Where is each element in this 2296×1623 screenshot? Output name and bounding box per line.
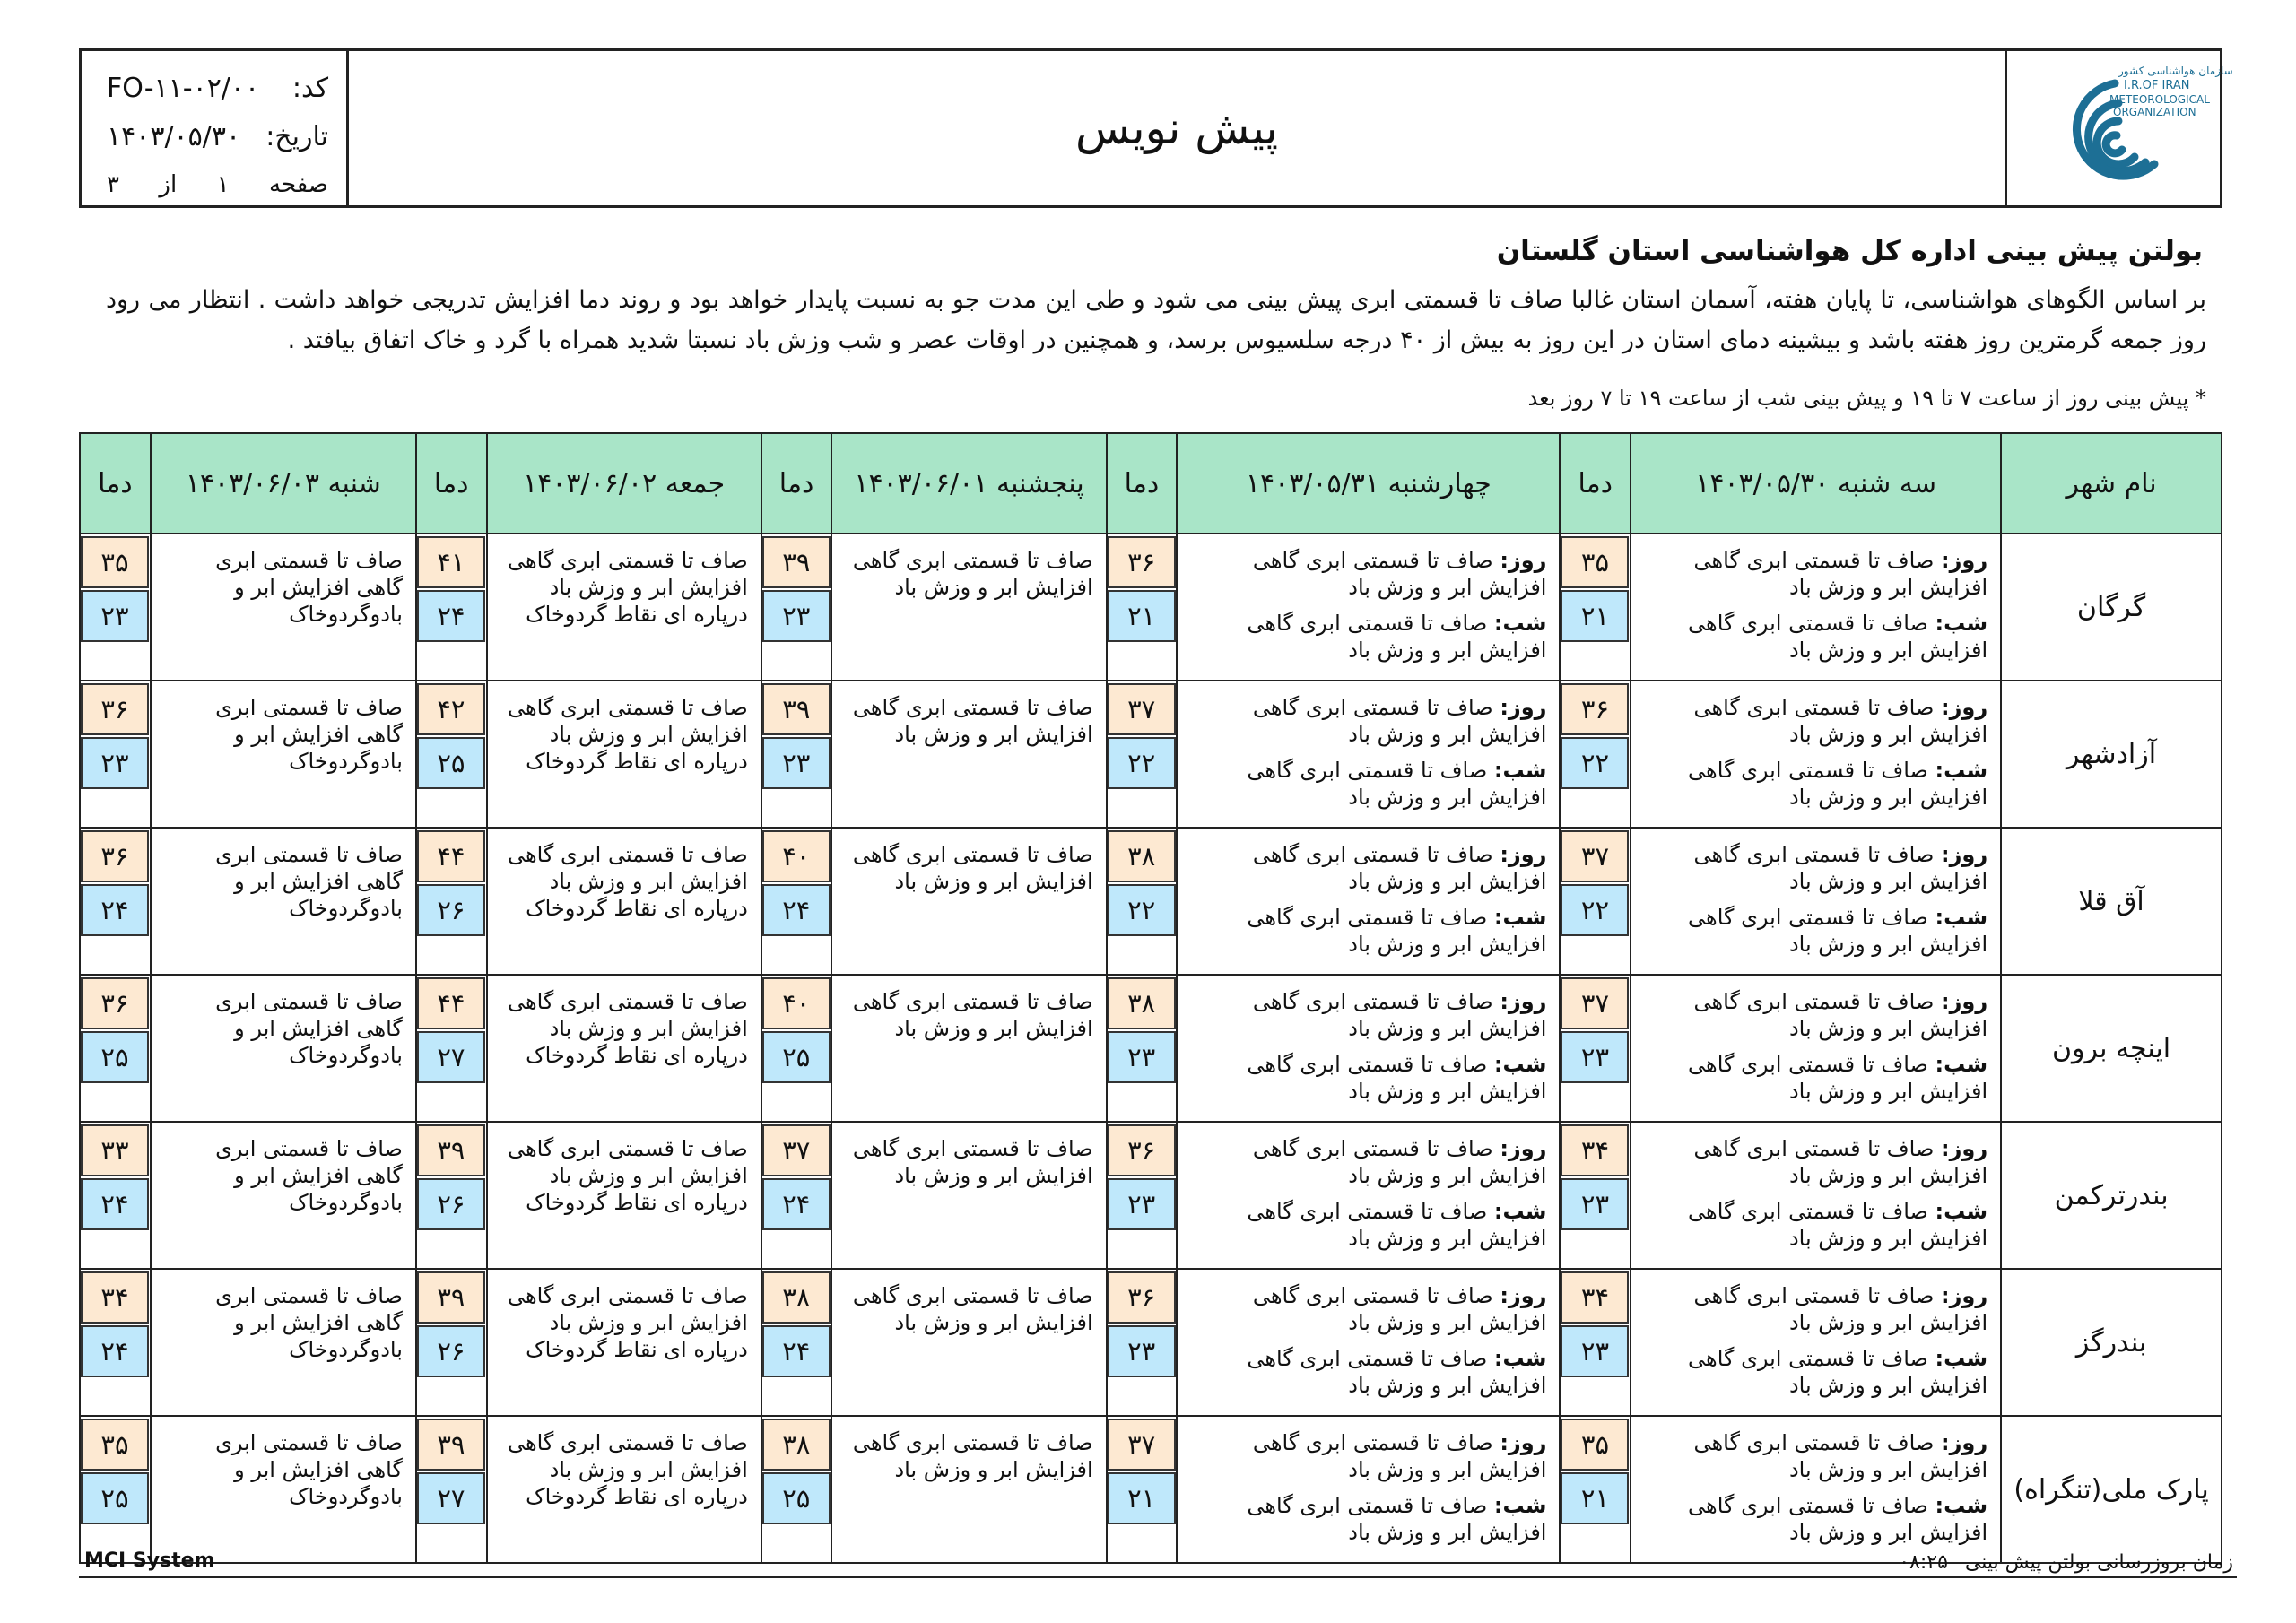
day-label: روز:	[1500, 842, 1547, 867]
day-forecast-text: صاف تا قسمتی ابری گاهی افزایش ابر و وزش باد	[1252, 842, 1547, 894]
forecast-note: * پیش بینی روز از ساعت ۷ تا ۱۹ و پیش بینی شب از ساعت ۱۹ تا ۷ روز بعد	[1527, 386, 2206, 411]
min-temperature: ۲۵	[81, 1031, 149, 1083]
day-header-4: جمعه ۱۴۰۳/۰۶/۰۲	[487, 433, 761, 534]
night-label: شب:	[1493, 1493, 1547, 1518]
max-temperature: ۳۹	[417, 1271, 485, 1324]
night-label: شب:	[1935, 1493, 1988, 1518]
temperature-cell	[1107, 828, 1178, 975]
temperature-cell	[416, 975, 487, 1122]
day-forecast-text: صاف تا قسمتی ابری گاهی افزایش ابر و وزش باد	[1693, 1283, 1988, 1335]
min-temperature: ۲۳	[762, 737, 831, 789]
day-label: روز:	[1941, 1430, 1988, 1455]
forecast-description	[1631, 828, 2001, 975]
bulletin-title: بولتن پیش بینی اداره کل هواشناسی استان گلستان	[1496, 235, 2203, 267]
min-temperature: ۲۱	[1561, 1472, 1629, 1524]
day-label: روز:	[1941, 548, 1988, 573]
day-forecast-text: صاف تا قسمتی ابری گاهی افزایش ابر و وزش باد	[1252, 1136, 1547, 1188]
temperature-cell	[761, 534, 832, 681]
night-forecast-text: صاف تا قسمتی ابری گاهی افزایش ابر و وزش باد	[1247, 1346, 1547, 1398]
max-temperature: ۳۸	[1108, 977, 1176, 1029]
forecast-text: صاف تا قسمتی ابری گاهی افزایش ابر و وزش باد	[852, 1430, 1093, 1482]
forecast-description	[151, 975, 416, 1122]
max-temperature: ۳۷	[1561, 977, 1629, 1029]
forecast-description	[831, 534, 1106, 681]
forecast-text: صاف تا قسمتی ابری گاهی افزایش ابر و وزش باد درپاره ای نقاط گردوخاک	[507, 1430, 748, 1509]
temperature-cell	[80, 828, 151, 975]
day-forecast	[1190, 694, 1546, 757]
day-label: روز:	[1500, 989, 1547, 1014]
max-temperature: ۴۴	[417, 830, 485, 882]
day-forecast-text: صاف تا قسمتی ابری گاهی افزایش ابر و وزش باد	[1693, 695, 1988, 747]
forecast-description	[1177, 828, 1560, 975]
table-row	[80, 1269, 2222, 1416]
day-label: روز:	[1500, 1136, 1547, 1161]
day-label: روز:	[1500, 695, 1547, 720]
night-label: شب:	[1935, 1199, 1988, 1224]
day-forecast	[1644, 694, 1987, 757]
temp-header-2: دما	[1107, 433, 1178, 534]
forecast-description	[151, 1269, 416, 1416]
temperature-cell	[1560, 975, 1631, 1122]
day-label: روز:	[1941, 989, 1988, 1014]
temperature-cell	[1560, 1416, 1631, 1563]
max-temperature: ۳۳	[81, 1124, 149, 1176]
page-label: صفحه	[269, 171, 328, 198]
forecast-description	[831, 1269, 1106, 1416]
night-label: شب:	[1935, 905, 1988, 930]
day-forecast-text: صاف تا قسمتی ابری گاهی افزایش ابر و وزش باد	[1252, 1283, 1547, 1335]
temperature-cell	[416, 681, 487, 828]
day-forecast	[1644, 1282, 1987, 1345]
forecast-table	[79, 432, 2222, 1564]
temperature-cell	[761, 681, 832, 828]
temperature-cell	[416, 1122, 487, 1269]
temperature-cell	[1560, 1122, 1631, 1269]
forecast-description	[1177, 534, 1560, 681]
temperature-cell	[416, 828, 487, 975]
min-temperature: ۲۴	[81, 1178, 149, 1230]
forecast-description	[151, 681, 416, 828]
min-temperature: ۲۳	[1561, 1031, 1629, 1083]
night-forecast-text: صاف تا قسمتی ابری گاهی افزایش ابر و وزش باد	[1247, 758, 1547, 810]
temperature-cell	[80, 975, 151, 1122]
forecast-text: صاف تا قسمتی ابری گاهی افزایش ابر و وزش باد درپاره ای نقاط گردوخاک	[507, 1283, 748, 1362]
forecast-text: صاف تا قسمتی ابری گاهی افزایش ابر و وزش باد درپاره ای نقاط گردوخاک	[507, 1136, 748, 1215]
min-temperature: ۲۷	[417, 1031, 485, 1083]
logo-text-fa: سازمان هواشناسی کشور	[2118, 65, 2233, 77]
max-temperature: ۳۸	[762, 1419, 831, 1471]
min-temperature: ۲۲	[1561, 737, 1629, 789]
temperature-cell	[761, 1416, 832, 1563]
footer-update-value: ۰۸:۲۵	[1899, 1551, 1948, 1574]
day-forecast-text: صاف تا قسمتی ابری گاهی افزایش ابر و وزش باد	[1252, 548, 1547, 600]
temperature-cell	[1107, 1416, 1178, 1563]
logo-text-3: ORGANIZATION	[2112, 106, 2196, 118]
min-temperature: ۲۲	[1108, 737, 1176, 789]
max-temperature: ۴۲	[417, 683, 485, 735]
min-temperature: ۲۵	[417, 737, 485, 789]
day-forecast	[1190, 1135, 1546, 1198]
min-temperature: ۲۳	[1108, 1325, 1176, 1377]
min-temperature: ۲۵	[762, 1031, 831, 1083]
forecast-description	[151, 1122, 416, 1269]
forecast-description	[487, 975, 761, 1122]
forecast-description	[1631, 1269, 2001, 1416]
max-temperature: ۴۰	[762, 977, 831, 1029]
night-forecast	[1190, 1492, 1546, 1555]
night-forecast	[1644, 610, 1987, 673]
night-forecast	[1190, 1198, 1546, 1261]
city-name: اینچه برون	[2001, 975, 2222, 1122]
max-temperature: ۳۵	[81, 1419, 149, 1471]
night-forecast	[1190, 610, 1546, 673]
min-temperature: ۲۴	[762, 884, 831, 936]
night-forecast-text: صاف تا قسمتی ابری گاهی افزایش ابر و وزش باد	[1688, 611, 1988, 663]
table-row	[80, 828, 2222, 975]
min-temperature: ۲۳	[762, 590, 831, 642]
min-temperature: ۲۳	[1108, 1031, 1176, 1083]
forecast-description	[151, 828, 416, 975]
min-temperature: ۲۳	[81, 590, 149, 642]
temperature-cell	[1107, 681, 1178, 828]
min-temperature: ۲۲	[1561, 884, 1629, 936]
city-name: بندرگز	[2001, 1269, 2222, 1416]
max-temperature: ۳۶	[1108, 1271, 1176, 1324]
forecast-description	[831, 681, 1106, 828]
min-temperature: ۲۳	[1108, 1178, 1176, 1230]
min-temperature: ۲۷	[417, 1472, 485, 1524]
forecast-description	[1177, 681, 1560, 828]
city-name: آزادشهر	[2001, 681, 2222, 828]
night-forecast-text: صاف تا قسمتی ابری گاهی افزایش ابر و وزش باد	[1247, 905, 1547, 957]
temperature-cell	[80, 534, 151, 681]
forecast-description	[1177, 1122, 1560, 1269]
forecast-description	[1631, 1122, 2001, 1269]
footer-system-name: MCI System	[84, 1549, 215, 1572]
night-label: شب:	[1935, 611, 1988, 636]
min-temperature: ۲۳	[1561, 1325, 1629, 1377]
day-forecast-text: صاف تا قسمتی ابری گاهی افزایش ابر و وزش باد	[1693, 548, 1988, 600]
temperature-cell	[416, 534, 487, 681]
forecast-text: صاف تا قسمتی ابری گاهی افزایش ابر و بادوگردوخاک	[215, 989, 403, 1068]
logo-text-1: I.R.OF IRAN	[2123, 79, 2189, 92]
temperature-cell	[1560, 534, 1631, 681]
min-temperature: ۲۴	[81, 1325, 149, 1377]
night-forecast-text: صاف تا قسمتی ابری گاهی افزایش ابر و وزش باد	[1247, 1493, 1547, 1545]
temperature-cell	[416, 1416, 487, 1563]
table-header-row	[80, 433, 2222, 534]
day-forecast-text: صاف تا قسمتی ابری گاهی افزایش ابر و وزش باد	[1252, 695, 1547, 747]
date-value: ۱۴۰۳/۰۵/۳۰	[107, 120, 241, 152]
night-forecast	[1190, 904, 1546, 967]
code-label: کد:	[291, 72, 328, 104]
min-temperature: ۲۶	[417, 1325, 485, 1377]
night-label: شب:	[1935, 758, 1988, 783]
max-temperature: ۳۸	[762, 1271, 831, 1324]
footer-update-label: زمان بروزرسانی بولتن پیش بینی	[1964, 1551, 2233, 1574]
forecast-text: صاف تا قسمتی ابری گاهی افزایش ابر و وزش باد درپاره ای نقاط گردوخاک	[507, 548, 748, 627]
day-forecast	[1190, 841, 1546, 904]
forecast-text: صاف تا قسمتی ابری گاهی افزایش ابر و بادوگردوخاک	[215, 1283, 403, 1362]
page-number: ۱	[216, 171, 230, 198]
temp-header-5: دما	[80, 433, 151, 534]
forecast-text: صاف تا قسمتی ابری گاهی افزایش ابر و بادوگردوخاک	[215, 842, 403, 921]
night-forecast-text: صاف تا قسمتی ابری گاهی افزایش ابر و وزش باد	[1688, 1346, 1988, 1398]
forecast-description	[1631, 975, 2001, 1122]
city-column-header: نام شهر	[2001, 433, 2222, 534]
page-total: ۳	[107, 171, 119, 198]
max-temperature: ۳۶	[81, 683, 149, 735]
max-temperature: ۳۴	[1561, 1271, 1629, 1324]
forecast-description	[1177, 975, 1560, 1122]
temperature-cell	[761, 975, 832, 1122]
temperature-cell	[1560, 1269, 1631, 1416]
forecast-text: صاف تا قسمتی ابری گاهی افزایش ابر و وزش باد	[852, 548, 1093, 600]
max-temperature: ۳۵	[1561, 536, 1629, 588]
forecast-text: صاف تا قسمتی ابری گاهی افزایش ابر و وزش باد	[852, 1136, 1093, 1188]
max-temperature: ۴۰	[762, 830, 831, 882]
min-temperature: ۲۴	[417, 590, 485, 642]
day-forecast	[1644, 1429, 1987, 1492]
forecast-description	[1631, 681, 2001, 828]
day-label: روز:	[1941, 1136, 1988, 1161]
min-temperature: ۲۳	[1561, 1178, 1629, 1230]
forecast-description	[831, 1416, 1106, 1563]
temperature-cell	[761, 828, 832, 975]
night-forecast-text: صاف تا قسمتی ابری گاهی افزایش ابر و وزش باد	[1247, 611, 1547, 663]
forecast-description	[1631, 534, 2001, 681]
min-temperature: ۲۵	[762, 1472, 831, 1524]
temperature-cell	[416, 1269, 487, 1416]
night-forecast-text: صاف تا قسمتی ابری گاهی افزایش ابر و وزش باد	[1688, 1052, 1988, 1104]
max-temperature: ۳۹	[417, 1419, 485, 1471]
forecast-text: صاف تا قسمتی ابری گاهی افزایش ابر و بادوگردوخاک	[215, 1136, 403, 1215]
temperature-cell	[761, 1122, 832, 1269]
min-temperature: ۲۶	[417, 1178, 485, 1230]
forecast-description	[487, 681, 761, 828]
forecast-description	[1631, 1416, 2001, 1563]
max-temperature: ۳۶	[1108, 536, 1176, 588]
temperature-cell	[1560, 681, 1631, 828]
day-forecast-text: صاف تا قسمتی ابری گاهی افزایش ابر و وزش باد	[1693, 842, 1988, 894]
day-forecast-text: صاف تا قسمتی ابری گاهی افزایش ابر و وزش باد	[1693, 989, 1988, 1041]
day-forecast	[1190, 1429, 1546, 1492]
max-temperature: ۳۶	[1561, 683, 1629, 735]
forecast-summary: بر اساس الگوهای هواشناسی، تا پایان هفته، آسمان استان غالبا صاف تا قسمتی ابری پیش بینی می شود و طی این مدت جو به نسبت پایدار خواهد بود و روند دما افزایش تدریجی خواهد داشت . انتظار می رود روز جمعه گرمترین روز هفته باشد و بیشینه دمای استان در این روز به بیش از ۴۰ درجه سلسیوس برسد، و همچنین در اوقات عصر و شب وزش باد نسبتا شدید همراه با گرد و خاک اتفاق بیافتد .	[106, 286, 2206, 354]
day-forecast	[1644, 1135, 1987, 1198]
night-label: شب:	[1935, 1052, 1988, 1077]
temperature-cell	[1107, 975, 1178, 1122]
meteorological-organization-logo	[2005, 51, 2233, 205]
night-forecast	[1644, 1198, 1987, 1261]
night-forecast	[1644, 1345, 1987, 1408]
day-header-1: سه شنبه ۱۴۰۳/۰۵/۳۰	[1631, 433, 2001, 534]
forecast-description	[1177, 1269, 1560, 1416]
night-label: شب:	[1493, 1052, 1547, 1077]
temp-header-4: دما	[416, 433, 487, 534]
forecast-description	[487, 1269, 761, 1416]
night-forecast-text: صاف تا قسمتی ابری گاهی افزایش ابر و وزش باد	[1688, 1493, 1988, 1545]
forecast-description	[487, 828, 761, 975]
min-temperature: ۲۱	[1108, 590, 1176, 642]
max-temperature: ۳۹	[762, 536, 831, 588]
day-label: روز:	[1941, 842, 1988, 867]
forecast-text: صاف تا قسمتی ابری گاهی افزایش ابر و وزش باد درپاره ای نقاط گردوخاک	[507, 989, 748, 1068]
max-temperature: ۳۶	[81, 977, 149, 1029]
night-forecast	[1644, 1492, 1987, 1555]
forecast-description	[487, 534, 761, 681]
temp-header-3: دما	[761, 433, 832, 534]
night-forecast	[1190, 1345, 1546, 1408]
forecast-description	[487, 1416, 761, 1563]
page-of: از	[159, 171, 178, 198]
page-title: پیش نویس	[1074, 102, 1279, 154]
temperature-cell	[1560, 828, 1631, 975]
table-row	[80, 1416, 2222, 1563]
max-temperature: ۳۶	[81, 830, 149, 882]
logo-text-2: METEOROLOGICAL	[2109, 93, 2210, 106]
forecast-text: صاف تا قسمتی ابری گاهی افزایش ابر و وزش باد درپاره ای نقاط گردوخاک	[507, 695, 748, 774]
max-temperature: ۳۷	[1108, 1419, 1176, 1471]
night-label: شب:	[1493, 905, 1547, 930]
night-forecast	[1644, 1051, 1987, 1114]
day-forecast	[1644, 988, 1987, 1051]
day-forecast	[1644, 841, 1987, 904]
temperature-cell	[80, 1122, 151, 1269]
city-name: بندرترکمن	[2001, 1122, 2222, 1269]
day-forecast	[1644, 547, 1987, 610]
table-row	[80, 534, 2222, 681]
day-forecast	[1190, 988, 1546, 1051]
forecast-description	[151, 1416, 416, 1563]
night-forecast	[1644, 904, 1987, 967]
min-temperature: ۲۶	[417, 884, 485, 936]
forecast-text: صاف تا قسمتی ابری گاهی افزایش ابر و وزش باد درپاره ای نقاط گردوخاک	[507, 842, 748, 921]
min-temperature: ۲۱	[1108, 1472, 1176, 1524]
day-header-3: پنجشنبه ۱۴۰۳/۰۶/۰۱	[831, 433, 1106, 534]
night-forecast	[1190, 757, 1546, 820]
day-label: روز:	[1941, 1283, 1988, 1308]
city-name: گرگان	[2001, 534, 2222, 681]
night-forecast-text: صاف تا قسمتی ابری گاهی افزایش ابر و وزش باد	[1247, 1052, 1547, 1104]
max-temperature: ۳۸	[1108, 830, 1176, 882]
day-label: روز:	[1941, 695, 1988, 720]
night-label: شب:	[1493, 1346, 1547, 1371]
night-forecast-text: صاف تا قسمتی ابری گاهی افزایش ابر و وزش باد	[1247, 1199, 1547, 1251]
table-row	[80, 681, 2222, 828]
min-temperature: ۲۴	[762, 1325, 831, 1377]
max-temperature: ۳۵	[1561, 1419, 1629, 1471]
forecast-text: صاف تا قسمتی ابری گاهی افزایش ابر و بادوگردوخاک	[215, 695, 403, 774]
max-temperature: ۳۴	[1561, 1124, 1629, 1176]
night-forecast-text: صاف تا قسمتی ابری گاهی افزایش ابر و وزش باد	[1688, 905, 1988, 957]
min-temperature: ۲۲	[1108, 884, 1176, 936]
forecast-text: صاف تا قسمتی ابری گاهی افزایش ابر و بادوگردوخاک	[215, 1430, 403, 1509]
day-header-2: چهارشنبه ۱۴۰۳/۰۵/۳۱	[1177, 433, 1560, 534]
temperature-cell	[1107, 534, 1178, 681]
city-name: آق قلا	[2001, 828, 2222, 975]
forecast-description	[831, 828, 1106, 975]
day-forecast	[1190, 1282, 1546, 1345]
min-temperature: ۲۱	[1561, 590, 1629, 642]
night-label: شب:	[1493, 1199, 1547, 1224]
night-forecast-text: صاف تا قسمتی ابری گاهی افزایش ابر و وزش باد	[1688, 758, 1988, 810]
day-label: روز:	[1500, 548, 1547, 573]
forecast-description	[831, 1122, 1106, 1269]
night-forecast-text: صاف تا قسمتی ابری گاهی افزایش ابر و وزش باد	[1688, 1199, 1988, 1251]
temperature-cell	[80, 1416, 151, 1563]
temperature-cell	[761, 1269, 832, 1416]
max-temperature: ۴۴	[417, 977, 485, 1029]
max-temperature: ۳۹	[417, 1124, 485, 1176]
min-temperature: ۲۳	[81, 737, 149, 789]
table-row	[80, 975, 2222, 1122]
temp-header-1: دما	[1560, 433, 1631, 534]
forecast-description	[487, 1122, 761, 1269]
max-temperature: ۴۱	[417, 536, 485, 588]
day-label: روز:	[1500, 1283, 1547, 1308]
night-label: شب:	[1493, 611, 1547, 636]
min-temperature: ۲۴	[81, 884, 149, 936]
max-temperature: ۳۶	[1108, 1124, 1176, 1176]
day-forecast-text: صاف تا قسمتی ابری گاهی افزایش ابر و وزش باد	[1252, 1430, 1547, 1482]
night-label: شب:	[1935, 1346, 1988, 1371]
min-temperature: ۲۵	[81, 1472, 149, 1524]
forecast-description	[831, 975, 1106, 1122]
day-forecast-text: صاف تا قسمتی ابری گاهی افزایش ابر و وزش باد	[1693, 1430, 1988, 1482]
document-meta	[82, 51, 349, 205]
day-header-5: شنبه ۱۴۰۳/۰۶/۰۳	[151, 433, 416, 534]
date-label: تاریخ:	[265, 120, 328, 152]
day-forecast	[1190, 547, 1546, 610]
forecast-description	[1177, 1416, 1560, 1563]
temperature-cell	[80, 681, 151, 828]
min-temperature: ۲۴	[762, 1178, 831, 1230]
forecast-text: صاف تا قسمتی ابری گاهی افزایش ابر و وزش باد	[852, 989, 1093, 1041]
max-temperature: ۳۴	[81, 1271, 149, 1324]
footer-divider	[79, 1576, 2237, 1578]
forecast-description	[151, 534, 416, 681]
forecast-text: صاف تا قسمتی ابری گاهی افزایش ابر و بادوگردوخاک	[215, 548, 403, 627]
max-temperature: ۳۷	[762, 1124, 831, 1176]
max-temperature: ۳۷	[1561, 830, 1629, 882]
night-label: شب:	[1493, 758, 1547, 783]
temperature-cell	[1107, 1269, 1178, 1416]
forecast-table-body	[80, 534, 2222, 1563]
code-value: FO-۱۱-۰۲/۰۰	[107, 72, 260, 104]
forecast-text: صاف تا قسمتی ابری گاهی افزایش ابر و وزش باد	[852, 1283, 1093, 1335]
max-temperature: ۳۷	[1108, 683, 1176, 735]
forecast-text: صاف تا قسمتی ابری گاهی افزایش ابر و وزش باد	[852, 842, 1093, 894]
temperature-cell	[1107, 1122, 1178, 1269]
day-label: روز:	[1500, 1430, 1547, 1455]
night-forecast	[1644, 757, 1987, 820]
day-forecast-text: صاف تا قسمتی ابری گاهی افزایش ابر و وزش باد	[1693, 1136, 1988, 1188]
night-forecast	[1190, 1051, 1546, 1114]
max-temperature: ۳۵	[81, 536, 149, 588]
city-name: پارک ملی(تنگراه)	[2001, 1416, 2222, 1563]
day-forecast-text: صاف تا قسمتی ابری گاهی افزایش ابر و وزش باد	[1252, 989, 1547, 1041]
forecast-text: صاف تا قسمتی ابری گاهی افزایش ابر و وزش باد	[852, 695, 1093, 747]
footer-update-time	[1899, 1551, 2233, 1574]
table-row	[80, 1122, 2222, 1269]
document-header	[79, 48, 2233, 208]
max-temperature: ۳۹	[762, 683, 831, 735]
temperature-cell	[80, 1269, 151, 1416]
